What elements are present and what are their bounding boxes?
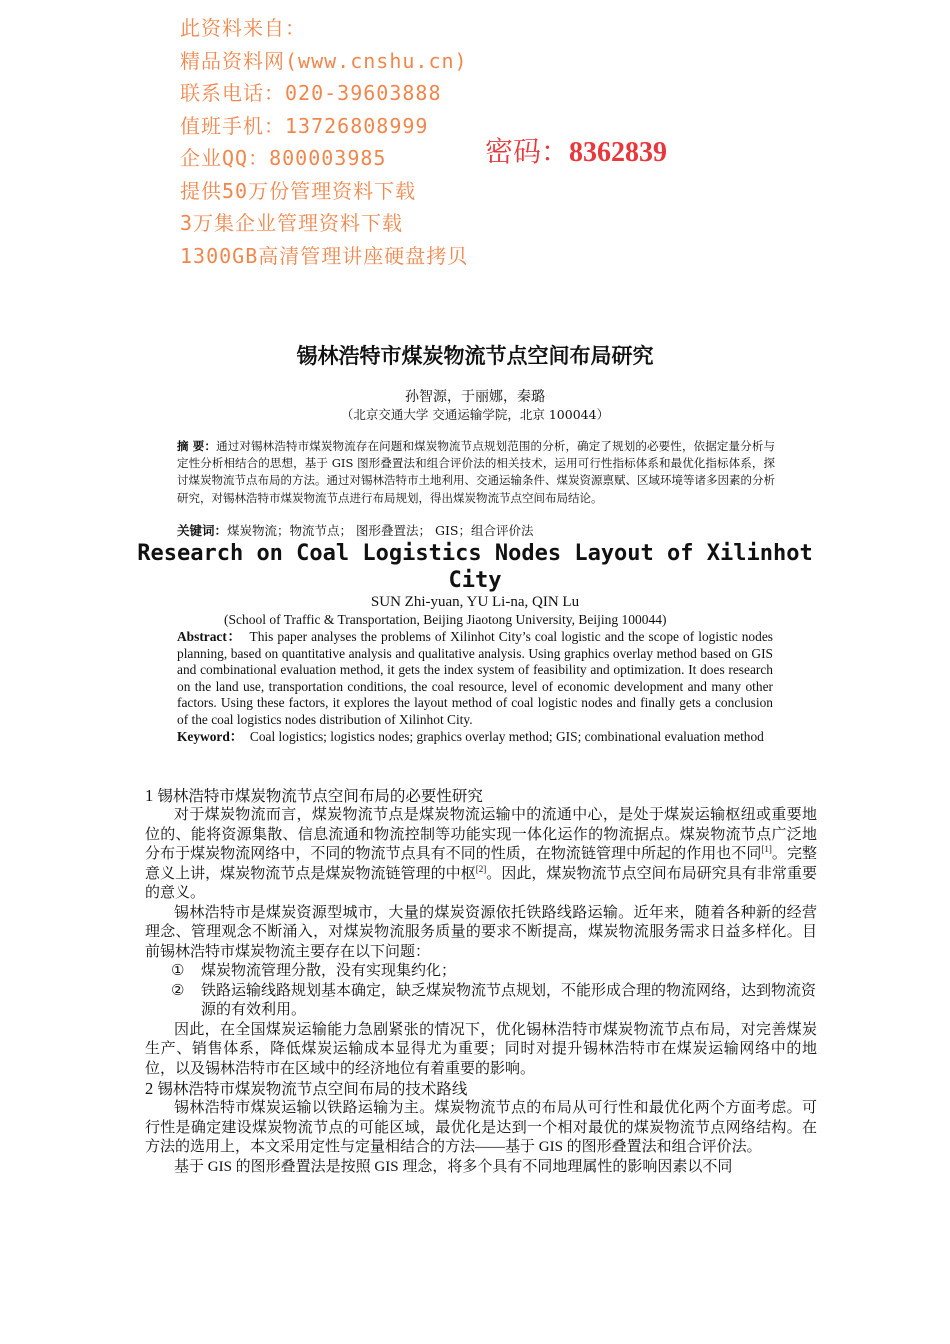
ad-line-offer-3: 1300GB高清管理讲座硬盘拷贝 <box>180 243 469 268</box>
abstract-cn-text: 通过对锡林浩特市煤炭物流存在问题和煤炭物流节点规划范围的分析，确定了规划的必要性，依据定量分析与定性分析相结合的思想，基于 GIS 图形叠置法和组合评价法的相关技术，运用可行性指标体系和最优化指标体系，探讨煤炭物流节点布局的方法。通过对锡林浩特市土地利用、交通运输条件、煤炭资源禀赋、区域环境等诸多因素的分析研究，对锡林浩特市煤炭物流节点进行布局规划，得出煤炭物流节点空间布局结论。 <box>177 439 775 505</box>
s1p1-part-a: 对于煤炭物流而言，煤炭物流节点是煤炭物流运输中的流通中心，是处于煤炭运输枢纽或重要地位的、能将资源集散、信息流通和物流控制等功能实现一体化运作的物流据点。煤炭物流节点广泛地分布于煤炭物流网络中，不同的物流节点具有不同的性质，在物流链管理中所起的作用也不同 <box>145 807 817 862</box>
section-1-paragraph-2: 锡林浩特市是煤炭资源型城市，大量的煤炭资源依托铁路线路运输。近年来，随着各种新的经营理念、管理观念不断涌入，对煤炭物流服务质量的要求不断提高，煤炭物流服务需求日益多样化。目前锡林浩特市煤炭物流主要存在以下问题： <box>145 904 817 960</box>
ad-line-phone: 联系电话：020-39603888 <box>180 81 442 105</box>
keywords-en-label: Keyword： <box>177 729 244 744</box>
section-2-title: 锡林浩特市煤炭物流节点空间布局的技术路线 <box>157 1080 468 1098</box>
section-2-paragraph-2: 基于 GIS 的图形叠置法是按照 GIS 理念，将多个具有不同地理属性的影响因素以不同 <box>174 1158 733 1175</box>
list-item-text: 铁路运输线路规划基本确定，缺乏煤炭物流节点规划，不能形成合理的物流网络，达到物流资源的有效利用。 <box>201 982 817 1018</box>
section-1-heading <box>145 786 817 806</box>
abstract-en <box>177 629 773 729</box>
ad-line-website: 精品资料网(www.cnshu.cn) <box>180 48 468 73</box>
authors-cn: 孙智源，于丽娜，秦璐 <box>405 389 545 405</box>
paper-body <box>145 786 817 1177</box>
list-item <box>145 962 817 982</box>
keywords-cn-label: 关键词： <box>177 523 228 538</box>
section-1-title: 锡林浩特市煤炭物流节点空间布局的必要性研究 <box>157 787 483 805</box>
ad-line-mobile: 值班手机：13726808999 <box>180 113 429 138</box>
section-2-heading <box>145 1079 817 1099</box>
ad-line-source: 此资料来自： <box>180 16 306 40</box>
keywords-cn-text: 煤炭物流；物流节点； 图形叠置法； GIS；组合评价法 <box>227 523 534 538</box>
authors-en: SUN Zhi-yuan, YU Li-na, QIN Lu <box>370 594 580 610</box>
list-item-marker: ① <box>171 963 185 979</box>
ad-line-offer-2: 3万集企业管理资料下载 <box>180 211 404 235</box>
ad-line-qq: 企业QQ：800003985 <box>180 146 387 170</box>
keywords-en-text: Coal logistics; logistics nodes; graphics overlay method; GIS; combinational evaluation method <box>249 729 764 744</box>
citation-2: [2] <box>475 863 487 874</box>
paper-title-cn: 锡林浩特市煤炭物流节点空间布局研究 <box>296 344 654 368</box>
s1p1-part-b: 。完整意义上讲，煤炭物流节点是煤炭物流链管理的中枢 <box>145 846 817 882</box>
keywords-cn <box>177 521 533 539</box>
section-2-paragraph-1: 锡林浩特市煤炭运输以铁路运输为主。煤炭物流节点的布局从可行性和最优化两个方面考虑。可行性是确定建设煤炭物流节点的可能区域，最优化是达到一个相对最优的煤炭物流节点网络结构。在方法的选用上，本文采用定性与定量相结合的方法——基于 GIS 的图形叠置法和组合评价法。 <box>145 1100 817 1155</box>
abstract-en-label: Abstract： <box>177 629 242 644</box>
section-1-paragraph-3: 因此，在全国煤炭运输能力急剧紧张的情况下，优化锡林浩特市煤炭物流节点布局，对完善煤炭生产、销售体系，降低煤炭运输成本显得尤为重要；同时对提升锡林浩特市在煤炭运输网络中的地位，以及锡林浩特市在区域中的经济地位有着重要的影响。 <box>145 1021 817 1077</box>
keywords-en <box>177 729 773 746</box>
list-item-text: 煤炭物流管理分散，没有实现集约化； <box>201 963 457 979</box>
section-1-paragraph-1 <box>145 806 817 904</box>
abstract-en-text: This paper analyses the problems of Xilinhot City’s coal logistic and the scope of logistic nodes planning, based on quantitative analysis and qualitative analysis. Using graphics overlay method based on GIS and combinational evaluation method, it gets the index system of feasibility and optimization. It does research on the land use, transportation conditions, the coal resource, level of economic development and many other factors. Using these factors, it explores the layout method of coal logistic nodes and finally gets a conclusion of the coal logistics nodes distribution of Xilinhot City. <box>177 629 773 727</box>
advertisement-block <box>180 12 468 272</box>
citation-1: [1] <box>761 844 772 854</box>
abstract-cn-label: 摘 要： <box>177 439 217 453</box>
abstract-cn <box>177 438 775 507</box>
affiliation-en: (School of Traffic & Transportation, Beijing Jiaotong University, Beijing 100044) <box>224 612 667 627</box>
list-item-marker: ② <box>171 982 185 999</box>
password-value: 8362839 <box>569 137 668 168</box>
s1p1-part-c: 。因此，煤炭物流节点空间布局研究具有非常重要的意义。 <box>145 865 817 901</box>
password-label: 密码： <box>485 137 570 168</box>
affiliation-cn: （北京交通大学 交通运输学院，北京 100044） <box>340 407 610 422</box>
ad-line-offer-1: 提供50万份管理资料下载 <box>180 178 417 203</box>
section-1-number: 1 <box>145 786 154 805</box>
section-2-number: 2 <box>145 1079 154 1098</box>
password-text <box>485 130 667 170</box>
paper-title-en: Research on Coal Logistics Nodes Layout of Xilinhot City <box>137 541 813 593</box>
list-item <box>145 982 817 1021</box>
